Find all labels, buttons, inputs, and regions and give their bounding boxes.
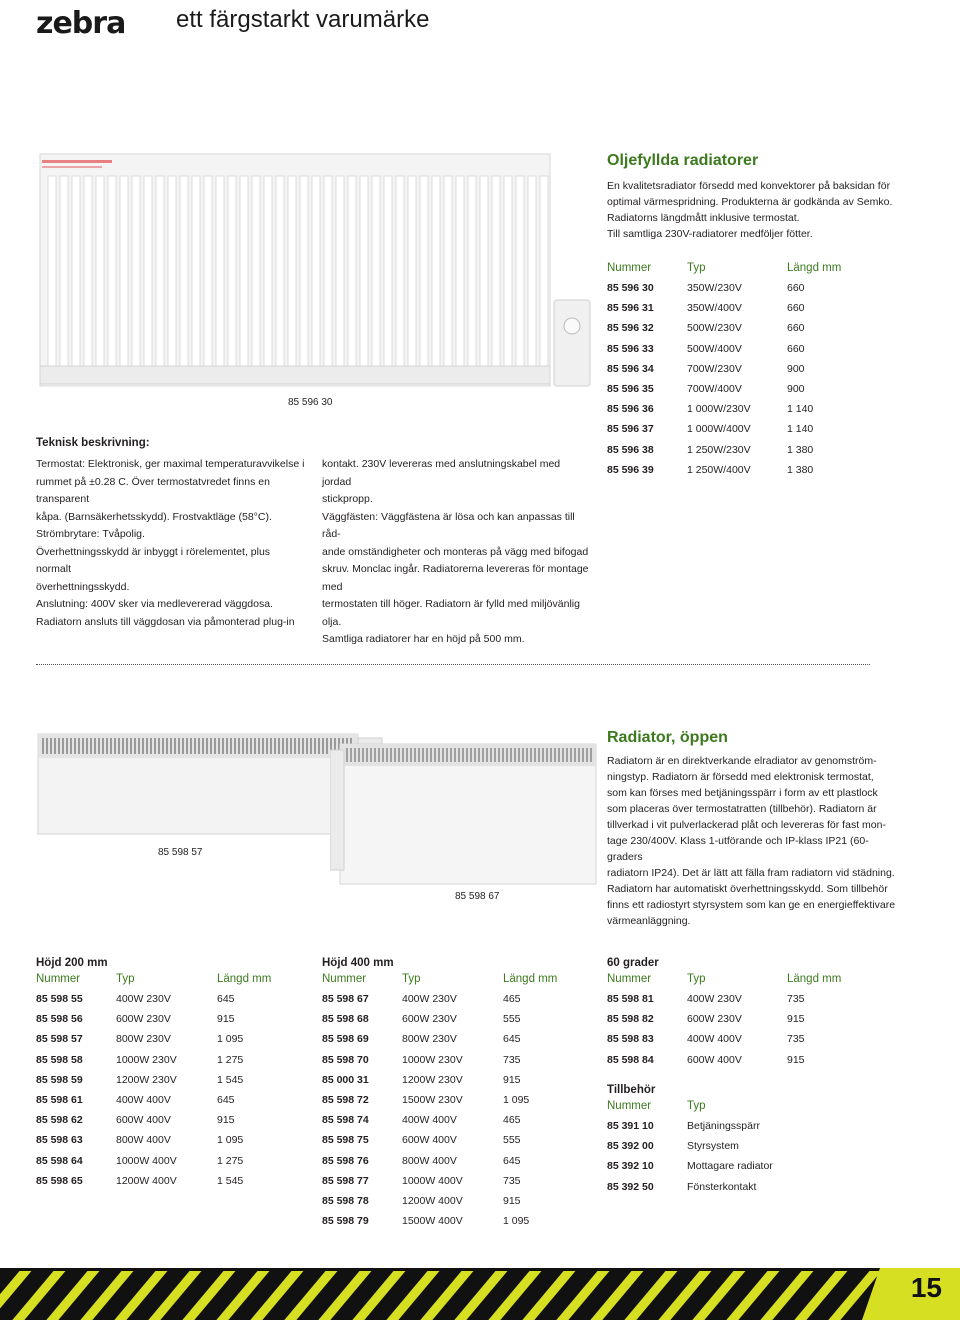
- tech-line: kåpa. (Barnsäkerhetsskydd). Frostvaktläge (58°C).: [36, 510, 272, 523]
- item-length: 1 140: [787, 423, 814, 436]
- table-row: [322, 1070, 562, 1090]
- item-type: 1 250W/230V: [687, 443, 751, 456]
- item-type: 500W/400V: [687, 342, 742, 355]
- item-number: 85 598 68: [322, 1013, 369, 1026]
- oil-intro-line: En kvalitetsradiator försedd med konvektorer på baksidan för: [607, 180, 891, 192]
- open-text-line: tillverkad i vit pulverlackerad plåt och levereras för fast mon-: [607, 819, 886, 831]
- item-number: 85 392 10: [607, 1160, 654, 1173]
- item-number: 85 598 77: [322, 1174, 369, 1187]
- table-row: [607, 1050, 847, 1070]
- item-type: 400W 400V: [402, 1114, 457, 1127]
- item-type: 1 250W/400V: [687, 463, 751, 476]
- open-text-line: ningstyp. Radiatorn är försedd med elektronisk termostat,: [607, 771, 874, 783]
- open-text-line: värmeanläggning.: [607, 915, 691, 927]
- item-type: Styrsystem: [687, 1140, 739, 1153]
- item-length: 1 380: [787, 463, 814, 476]
- tech-line: överhettningsskydd.: [36, 580, 130, 593]
- item-type: 1000W 400V: [116, 1154, 177, 1167]
- item-type: 700W/400V: [687, 383, 742, 396]
- tech-line: Samtliga radiatorer har en höjd på 500 mm.: [322, 633, 525, 645]
- table-row: [322, 1009, 562, 1029]
- item-number: 85 392 00: [607, 1140, 654, 1153]
- item-number: 85 598 58: [36, 1053, 83, 1066]
- table-row: [607, 1156, 847, 1176]
- item-type: 800W 400V: [402, 1154, 457, 1167]
- tech-line: kontakt. 230V levereras med anslutningskabel med jordad: [322, 458, 561, 488]
- tech-col2: [322, 456, 592, 649]
- item-length: 915: [503, 1194, 521, 1207]
- item-length: 1 095: [503, 1215, 530, 1228]
- table-row: [36, 1029, 276, 1049]
- item-length: 735: [787, 1033, 805, 1046]
- h200-label: Höjd 200 mm: [36, 957, 108, 969]
- item-length: 735: [503, 1174, 521, 1187]
- item-type: 400W 230V: [116, 993, 171, 1006]
- tech-line: termostaten till höger. Radiatorn är fylld med miljövänlig olja.: [322, 598, 580, 628]
- table-row: [607, 339, 847, 359]
- item-type: 350W/230V: [687, 282, 742, 295]
- item-length: 660: [787, 282, 805, 295]
- open-image-caption-2: 85 598 67: [455, 891, 500, 902]
- item-number: 85 596 38: [607, 443, 654, 456]
- item-type: 400W 230V: [687, 993, 742, 1006]
- table-row: [36, 1171, 276, 1191]
- item-type: 1200W 230V: [402, 1073, 463, 1086]
- item-length: 915: [503, 1073, 521, 1086]
- item-type: 1 000W/230V: [687, 403, 751, 416]
- item-type: 800W 230V: [116, 1033, 171, 1046]
- col-header: Typ: [687, 1100, 706, 1112]
- table-row: [36, 1090, 276, 1110]
- item-number: 85 598 70: [322, 1053, 369, 1066]
- open-text-line: Radiatorn har automatiskt överhettningsskydd. Som tillbehör: [607, 883, 888, 895]
- open-text-line: tage 230/400V. Klass 1-utförande och IP-klass IP21 (60-graders: [607, 835, 869, 863]
- item-number: 85 000 31: [322, 1073, 369, 1086]
- tech-line: rummet på ±0.28 C. Över termostatvredet finns en transparent: [36, 475, 270, 505]
- item-number: 85 598 74: [322, 1114, 369, 1127]
- h400-table: [322, 973, 562, 1231]
- item-type: 500W/230V: [687, 322, 742, 335]
- item-number: 85 596 37: [607, 423, 654, 436]
- table-row: [607, 1009, 847, 1029]
- table-row: [607, 440, 847, 460]
- item-number: 85 596 35: [607, 383, 654, 396]
- item-length: 660: [787, 342, 805, 355]
- item-number: 85 598 84: [607, 1053, 654, 1066]
- table-row: [322, 1029, 562, 1049]
- col-header: Nummer: [607, 973, 652, 985]
- item-type: 1 000W/400V: [687, 423, 751, 436]
- g60-table: [607, 973, 847, 1070]
- tech-line: Termostat: Elektronisk, ger maximal temperaturavvikelse i: [36, 458, 305, 470]
- item-length: 555: [503, 1134, 521, 1147]
- accessories-table: [607, 1100, 847, 1197]
- brand-logo: zebra: [36, 6, 126, 41]
- item-type: 400W 400V: [116, 1094, 171, 1107]
- open-image-caption-1: 85 598 57: [158, 847, 203, 858]
- table-row: [607, 419, 847, 439]
- item-length: 1 380: [787, 443, 814, 456]
- item-type: 400W 400V: [687, 1033, 742, 1046]
- item-number: 85 598 79: [322, 1215, 369, 1228]
- table-row: [607, 399, 847, 419]
- item-number: 85 598 64: [36, 1154, 83, 1167]
- col-header: Nummer: [607, 1100, 652, 1112]
- item-length: 645: [503, 1033, 521, 1046]
- oil-radiator-table: [607, 262, 847, 480]
- item-length: 645: [217, 993, 235, 1006]
- item-number: 85 598 59: [36, 1073, 83, 1086]
- table-row: [322, 1191, 562, 1211]
- table-row: [322, 1171, 562, 1191]
- item-number: 85 598 82: [607, 1013, 654, 1026]
- g60-label: 60 grader: [607, 957, 659, 969]
- page-number: 15: [910, 1272, 942, 1303]
- table-row: [322, 1090, 562, 1110]
- table-row: [36, 1070, 276, 1090]
- col-header: Nummer: [322, 973, 367, 985]
- table-row: [322, 1211, 562, 1231]
- item-type: 600W 400V: [402, 1134, 457, 1147]
- table-row: [36, 1009, 276, 1029]
- item-type: 1200W 400V: [402, 1194, 463, 1207]
- item-length: 915: [217, 1114, 235, 1127]
- item-length: 735: [503, 1053, 521, 1066]
- open-radiator-image-2: [330, 738, 602, 888]
- open-section-title: Radiator, öppen: [607, 729, 728, 746]
- item-number: 85 596 31: [607, 302, 654, 315]
- open-text-line: finns ett radiostyrt styrsystem som kan ge en energieffektivare: [607, 899, 896, 911]
- item-number: 85 598 61: [36, 1094, 83, 1107]
- item-type: 350W/400V: [687, 302, 742, 315]
- footer-stripes: [0, 1268, 960, 1320]
- oil-intro-line: Till samtliga 230V-radiatorer medföljer fötter.: [607, 228, 813, 240]
- tech-col1: [36, 456, 306, 631]
- table-row: [607, 359, 847, 379]
- item-number: 85 598 76: [322, 1154, 369, 1167]
- oil-intro-line: optimal värmespridning. Produkterna är godkända av Semko.: [607, 196, 893, 208]
- item-type: 1200W 400V: [116, 1174, 177, 1187]
- item-type: Betjäningsspärr: [687, 1120, 760, 1133]
- open-text-line: som placeras över termostatratten (tillbehör). Radiatorn är: [607, 803, 877, 815]
- item-length: 900: [787, 362, 805, 375]
- item-number: 85 598 62: [36, 1114, 83, 1127]
- item-type: 600W 400V: [116, 1114, 171, 1127]
- table-row: [607, 460, 847, 480]
- item-type: 1000W 230V: [116, 1053, 177, 1066]
- item-length: 645: [217, 1094, 235, 1107]
- open-text-line: Radiatorn är en direktverkande elradiator av genomström-: [607, 755, 877, 767]
- table-row: [607, 1177, 847, 1197]
- item-number: 85 596 39: [607, 463, 654, 476]
- item-type: 1200W 230V: [116, 1073, 177, 1086]
- col-header: Längd mm: [217, 973, 272, 985]
- item-type: 800W 400V: [116, 1134, 171, 1147]
- item-length: 660: [787, 322, 805, 335]
- brand-tagline: ett färgstarkt varumärke: [176, 6, 430, 33]
- table-row: [36, 1050, 276, 1070]
- item-type: 600W 230V: [116, 1013, 171, 1026]
- oil-intro: [607, 178, 907, 242]
- table-row: [607, 989, 847, 1009]
- item-number: 85 596 32: [607, 322, 654, 335]
- tech-line: Anslutning: 400V sker via medlevererad väggdosa.: [36, 598, 273, 610]
- item-number: 85 598 83: [607, 1033, 654, 1046]
- tech-line: ande omständigheter och monteras på vägg med bifogad: [322, 545, 589, 558]
- item-length: 1 275: [217, 1053, 244, 1066]
- item-number: 85 598 72: [322, 1094, 369, 1107]
- open-text-line: radiatorn IP24). Det är lätt att fälla fram radiatorn vid städning.: [607, 867, 895, 879]
- item-length: 555: [503, 1013, 521, 1026]
- tech-line: stickpropp.: [322, 493, 373, 505]
- item-number: 85 598 69: [322, 1033, 369, 1046]
- table-row: [607, 318, 847, 338]
- item-type: 400W 230V: [402, 993, 457, 1006]
- item-length: 1 545: [217, 1174, 244, 1187]
- col-header: Längd mm: [787, 262, 842, 274]
- table-row: [607, 278, 847, 298]
- section-divider: [36, 664, 870, 665]
- item-length: 1 095: [217, 1134, 244, 1147]
- table-row: [36, 989, 276, 1009]
- table-row: [36, 1151, 276, 1171]
- h200-table: [36, 973, 276, 1191]
- item-length: 900: [787, 383, 805, 396]
- item-length: 1 275: [217, 1154, 244, 1167]
- h400-label: Höjd 400 mm: [322, 957, 394, 969]
- item-number: 85 596 33: [607, 342, 654, 355]
- item-number: 85 598 78: [322, 1194, 369, 1207]
- item-number: 85 596 36: [607, 403, 654, 416]
- item-type: 800W 230V: [402, 1033, 457, 1046]
- item-type: 600W 230V: [402, 1013, 457, 1026]
- tech-line: skruv. Monclac ingår. Radiatorerna levereras för montage med: [322, 563, 589, 593]
- item-length: 1 140: [787, 403, 814, 416]
- open-text: [607, 753, 897, 929]
- item-number: 85 598 63: [36, 1134, 83, 1147]
- tech-title: Teknisk beskrivning:: [36, 437, 150, 449]
- item-number: 85 598 81: [607, 993, 654, 1006]
- item-type: 700W/230V: [687, 362, 742, 375]
- item-type: 600W 400V: [687, 1053, 742, 1066]
- table-row: [322, 1151, 562, 1171]
- oil-intro-line: Radiatorns längdmått inklusive termostat.: [607, 212, 800, 224]
- item-type: Fönsterkontakt: [687, 1180, 757, 1193]
- item-number: 85 391 10: [607, 1120, 654, 1133]
- table-row: [322, 1130, 562, 1150]
- item-number: 85 596 30: [607, 282, 654, 295]
- thermostat-box: [554, 300, 590, 386]
- item-length: 1 095: [503, 1094, 530, 1107]
- item-number: 85 596 34: [607, 362, 654, 375]
- tech-line: Strömbrytare: Tvåpolig.: [36, 528, 145, 540]
- item-length: 915: [787, 1013, 805, 1026]
- item-length: 915: [217, 1013, 235, 1026]
- table-row: [607, 1136, 847, 1156]
- table-row: [36, 1130, 276, 1150]
- item-number: 85 598 67: [322, 993, 369, 1006]
- table-row: [36, 1110, 276, 1130]
- col-header: Längd mm: [787, 973, 842, 985]
- item-number: 85 598 55: [36, 993, 83, 1006]
- acc-label: Tillbehör: [607, 1084, 656, 1096]
- col-header: Typ: [687, 973, 706, 985]
- item-type: 1500W 400V: [402, 1215, 463, 1228]
- table-row: [607, 298, 847, 318]
- col-header: Typ: [116, 973, 135, 985]
- table-row: [322, 1110, 562, 1130]
- item-type: 1000W 230V: [402, 1053, 463, 1066]
- item-length: 465: [503, 993, 521, 1006]
- col-header: Typ: [687, 262, 706, 274]
- item-length: 465: [503, 1114, 521, 1127]
- thermostat-knob-icon: [564, 318, 580, 334]
- col-header: Nummer: [607, 262, 652, 274]
- item-number: 85 392 50: [607, 1180, 654, 1193]
- col-header: Längd mm: [503, 973, 558, 985]
- table-row: [607, 1029, 847, 1049]
- oil-image-caption: 85 596 30: [288, 397, 333, 408]
- oil-radiator-image: [36, 150, 596, 390]
- col-header: Nummer: [36, 973, 81, 985]
- item-length: 660: [787, 302, 805, 315]
- table-row: [322, 989, 562, 1009]
- item-number: 85 598 57: [36, 1033, 83, 1046]
- tech-line: Överhettningsskydd är inbyggt i rörelementet, plus normalt: [36, 545, 271, 575]
- col-header: Typ: [402, 973, 421, 985]
- item-type: 1500W 230V: [402, 1094, 463, 1107]
- item-length: 915: [787, 1053, 805, 1066]
- item-length: 1 545: [217, 1073, 244, 1086]
- item-number: 85 598 65: [36, 1174, 83, 1187]
- item-length: 735: [787, 993, 805, 1006]
- tech-line: Radiatorn ansluts till väggdosan via påmonterad plug-in: [36, 615, 295, 628]
- table-row: [607, 1116, 847, 1136]
- table-row: [322, 1050, 562, 1070]
- table-row: [607, 379, 847, 399]
- item-number: 85 598 56: [36, 1013, 83, 1026]
- item-type: 600W 230V: [687, 1013, 742, 1026]
- item-length: 1 095: [217, 1033, 244, 1046]
- item-number: 85 598 75: [322, 1134, 369, 1147]
- item-type: 1000W 400V: [402, 1174, 463, 1187]
- tech-line: Väggfästen: Väggfästena är lösa och kan anpassas till råd-: [322, 510, 575, 540]
- item-type: Mottagare radiator: [687, 1160, 773, 1173]
- oil-section-title: Oljefyllda radiatorer: [607, 152, 759, 169]
- open-text-line: som kan förses med betjäningsspärr i form av ett plastlock: [607, 787, 878, 799]
- item-length: 645: [503, 1154, 521, 1167]
